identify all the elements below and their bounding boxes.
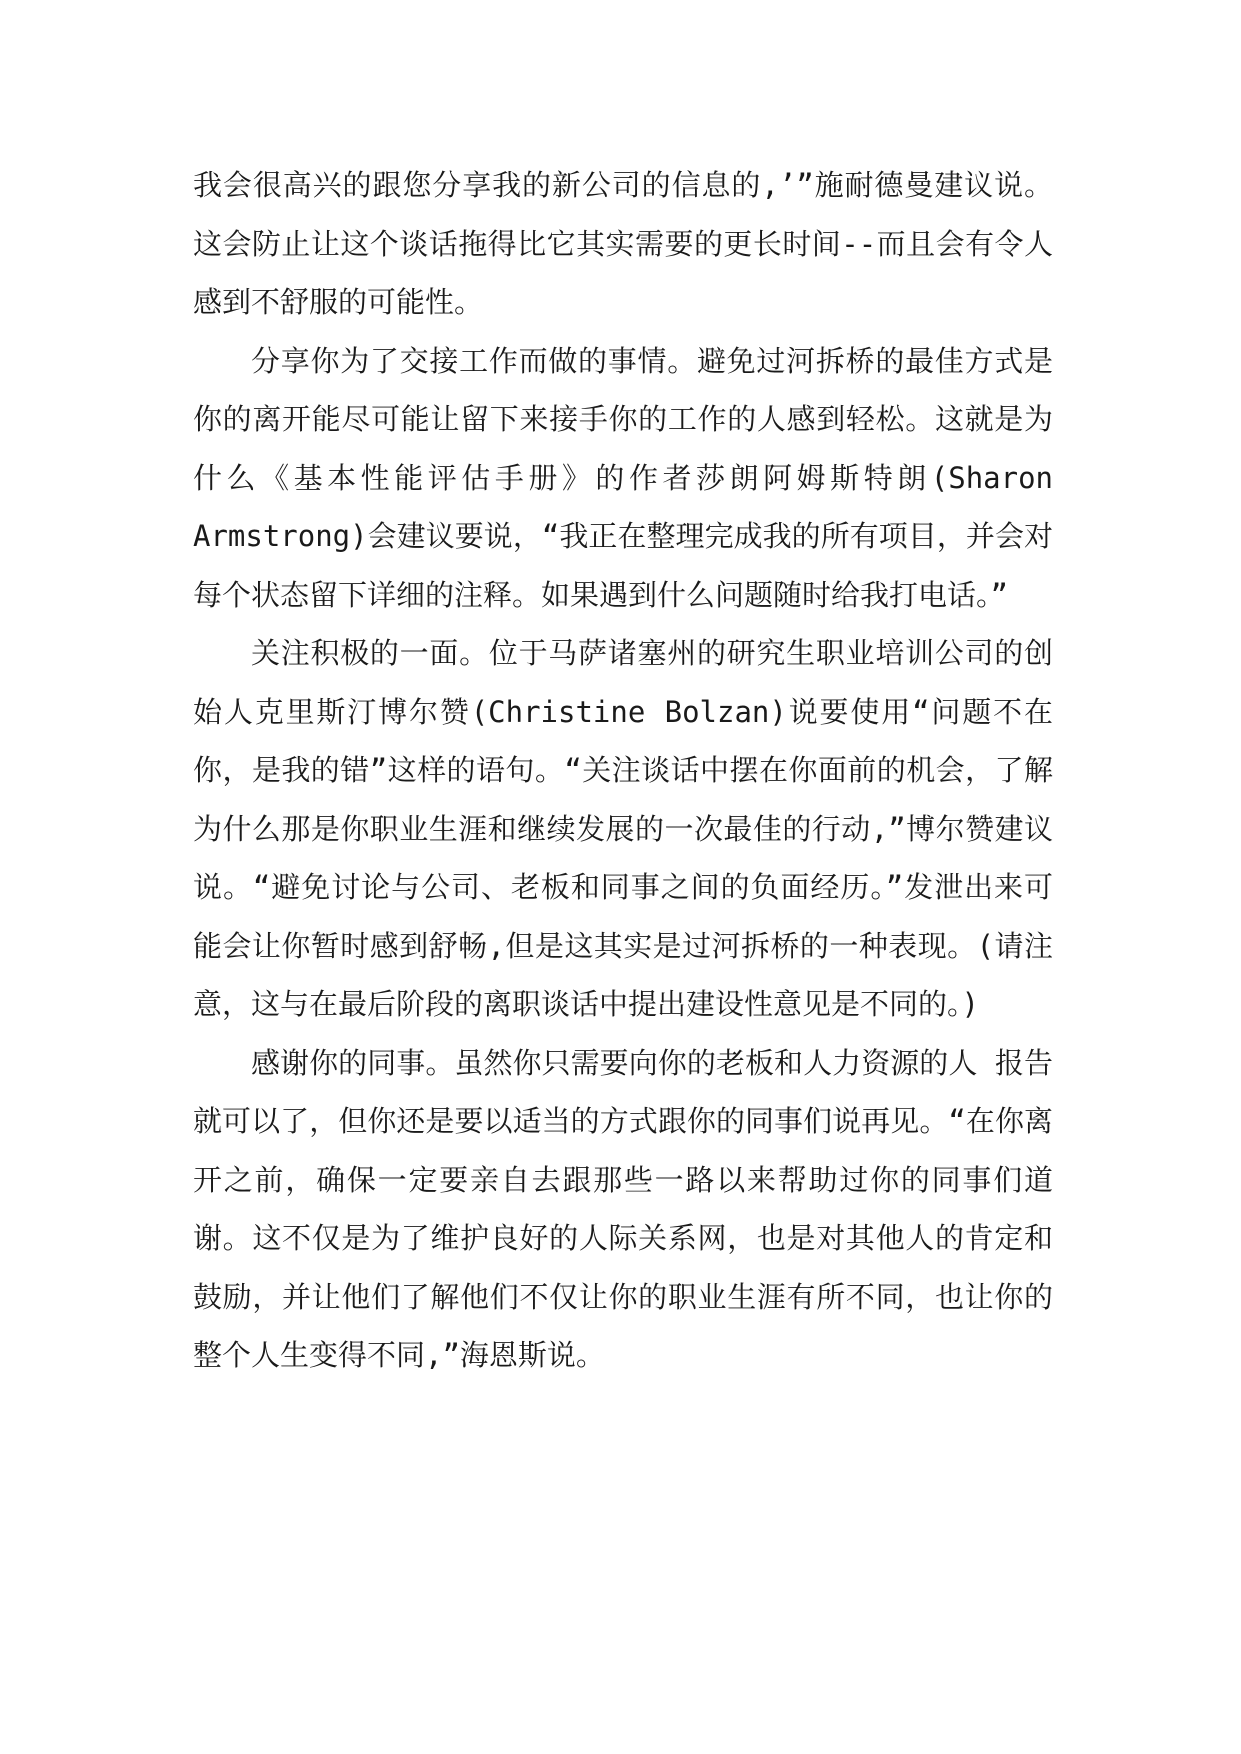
paragraph-2: 分享你为了交接工作而做的事情。避免过河拆桥的最佳方式是你的离开能尽可能让留下来接手你的工作的人感到轻松。这就是为什么《基本性能评估手册》的作者莎朗阿姆斯特朗(Sharon Armstrong)会建议要说，“我正在整理完成我的所有项目，并会对每个状态留下详细的注释。如果遇到什么问题随时给我打电话。” <box>193 343 1053 612</box>
paragraph-1: 我会很高兴的跟您分享我的新公司的信息的,’”施耐德曼建议说。这会防止让这个谈话拖得比它其实需要的更长时间--而且会有令人感到不舒服的可能性。 <box>193 168 1053 319</box>
body-text <box>193 156 1053 1385</box>
paragraph-4: 感谢你的同事。虽然你只需要向你的老板和人力资源的人 报告就可以了，但你还是要以适当的方式跟你的同事们说再见。“在你离开之前，确保一定要亲自去跟那些一路以来帮助过你的同事们道谢。这不仅是为了维护良好的人际关系网，也是对其他人的肯定和鼓励，并让他们了解他们不仅让你的职业生涯有所不同，也让你的整个人生变得不同,”海恩斯说。 <box>193 1045 1053 1372</box>
paragraph-3: 关注积极的一面。位于马萨诸塞州的研究生职业培训公司的创始人克里斯汀博尔赞(Christine Bolzan)说要使用“问题不在你，是我的错”这样的语句。“关注谈话中摆在你面前的机会，了解为什么那是你职业生涯和继续发展的一次最佳的行动,”博尔赞建议说。“避免讨论与公司、老板和同事之间的负面经历。”发泄出来可能会让你暂时感到舒畅,但是这其实是过河拆桥的一种表现。(请注意，这与在最后阶段的离职谈话中提出建设性意见是不同的。) <box>193 636 1053 1021</box>
